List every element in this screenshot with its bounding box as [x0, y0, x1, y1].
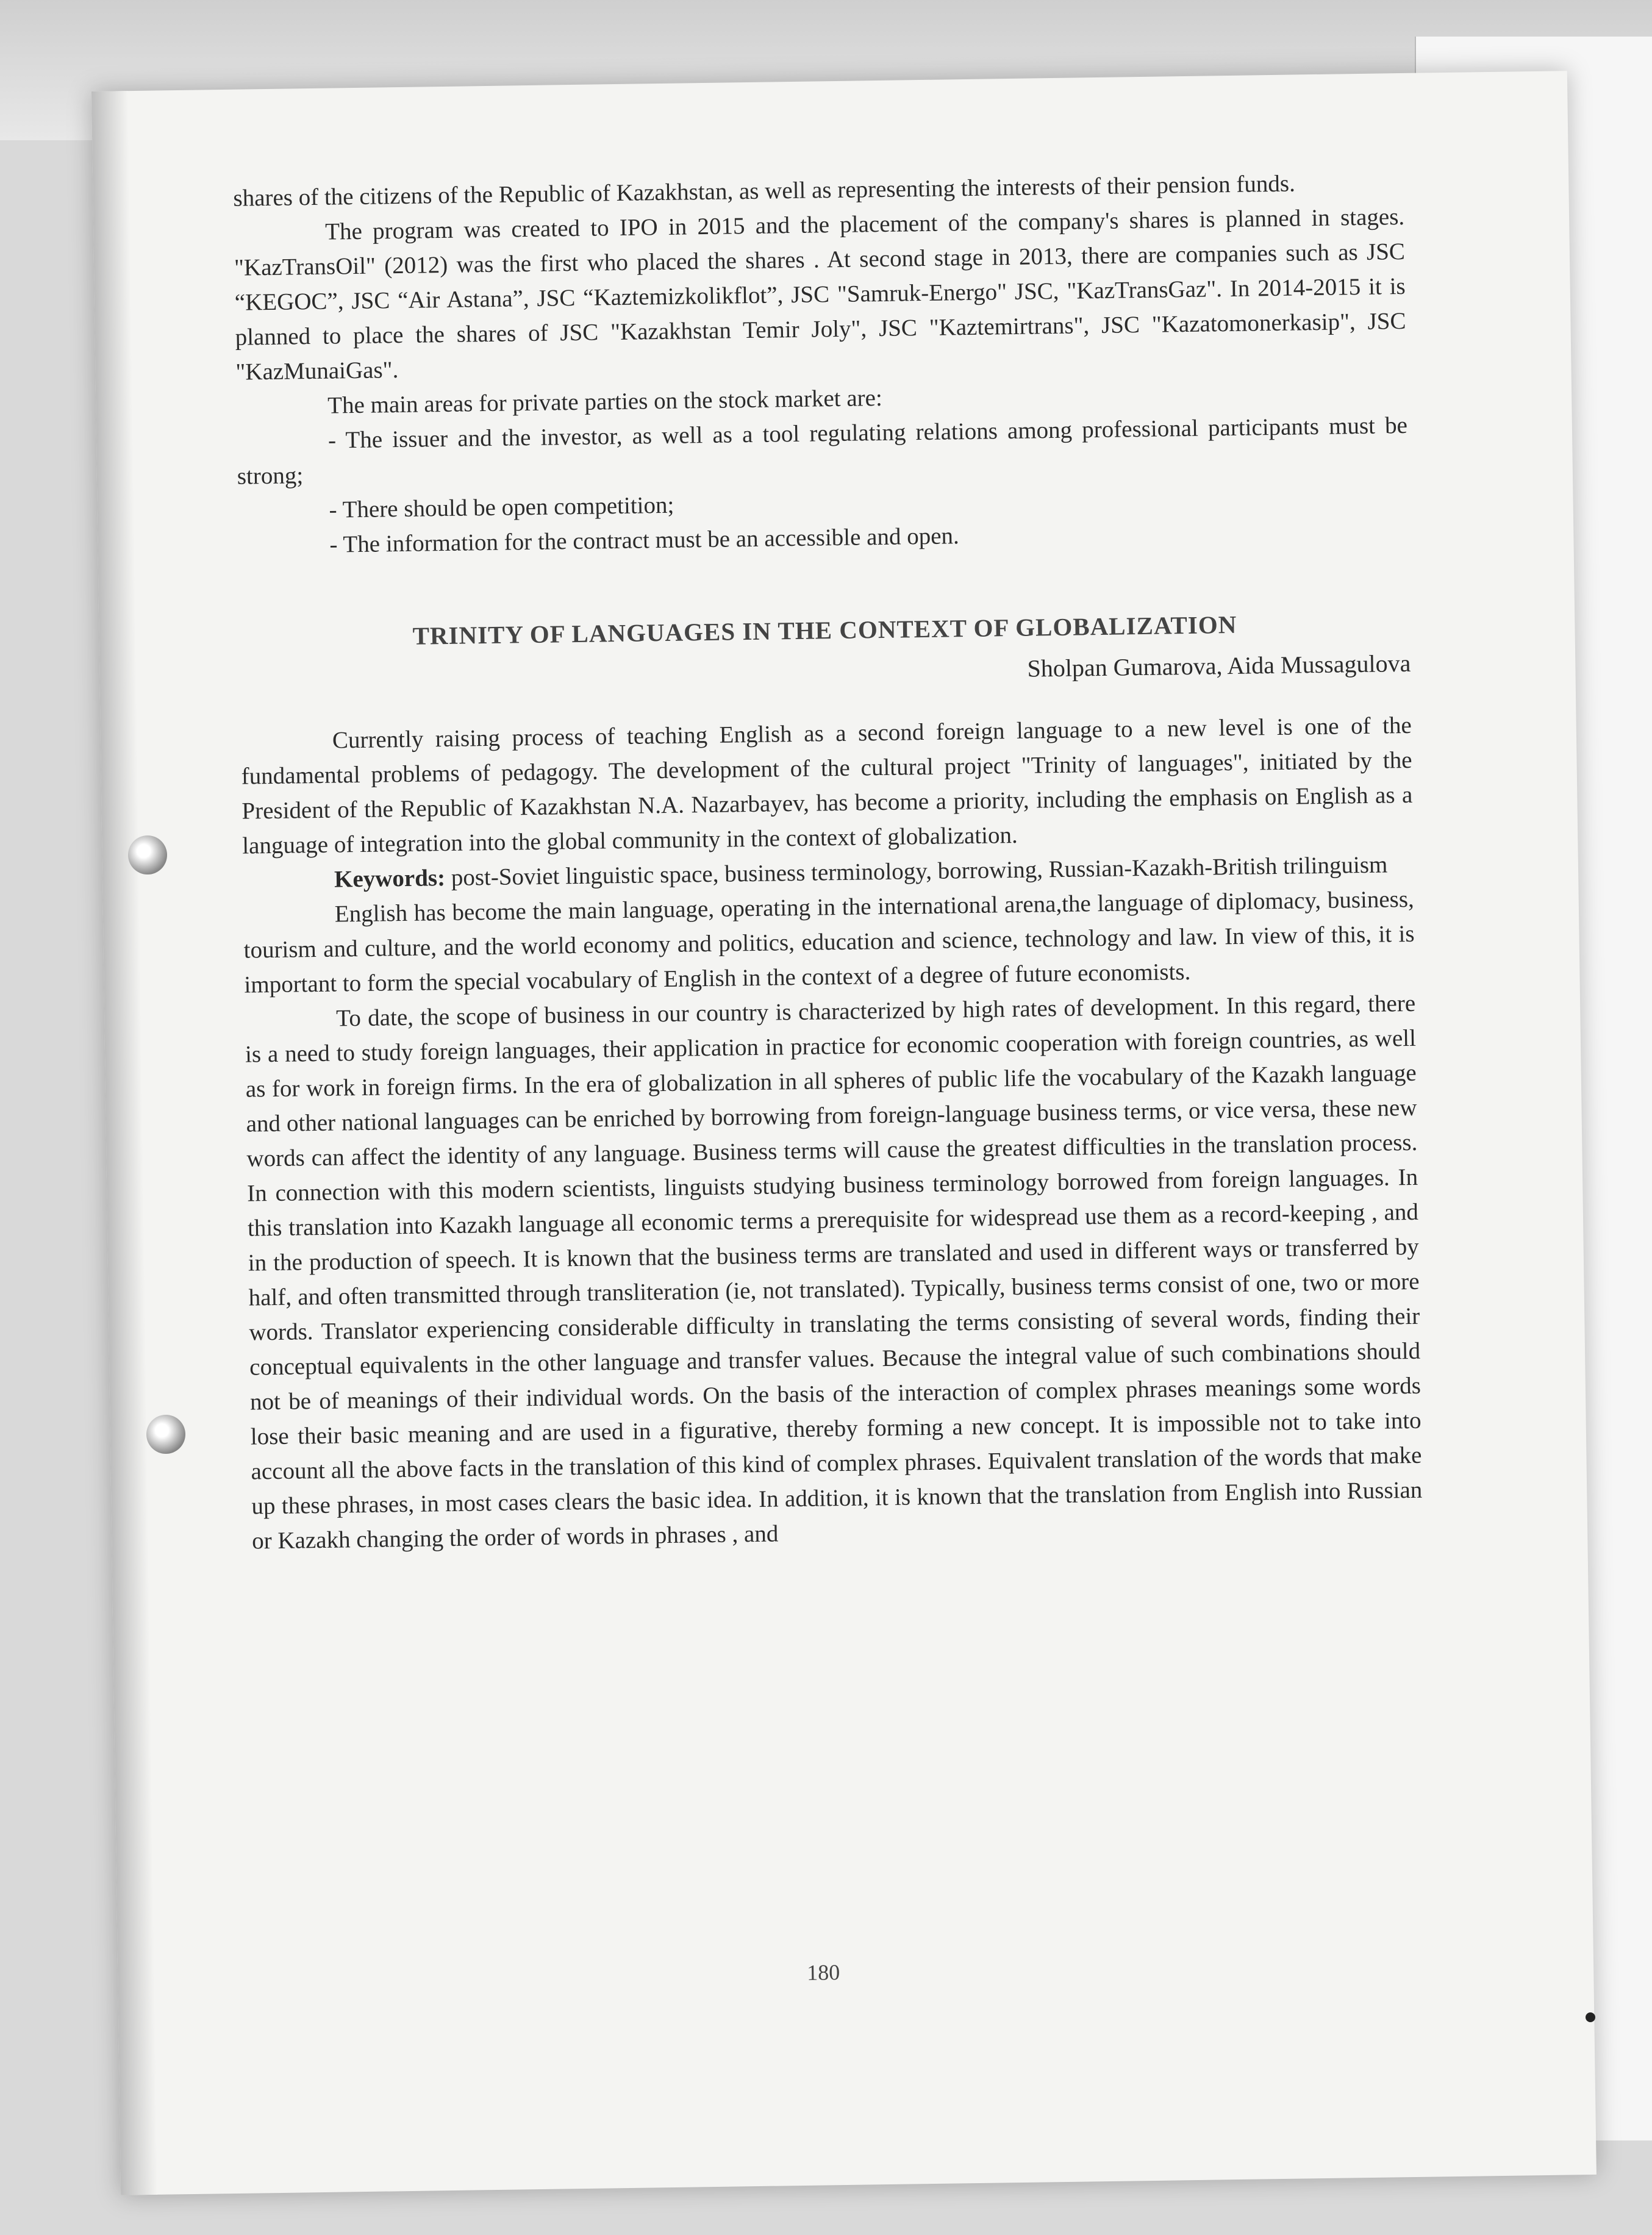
book-page — [91, 71, 1597, 2195]
intro-line: shares of the citizens of the Republic of Kazakhstan, as well as representing the interests of their pension funds. — [233, 170, 1296, 212]
article-authors: Sholpan Gumarova, Aida Mussagulova — [1027, 649, 1411, 682]
body-paragraph: To date, the scope of business in our country is characterized by high rates of development. In this regard, there is a need to study foreign languages, their application in practice for economic cooperation with foreign countries, as well as for work in foreign firms. In the era of globalization in all spheres of public life the vocabulary of the Kazakh language and other national languages can be enriched by borrowing from foreign-language business terms, or vice versa, these new words can affect the identity of any language. Business terms will cause the greatest difficulties in the translation process. In connection with this modern scientists, linguists studying business terminology borrowed from foreign languages. In this translation into Kazakh language all economic terms a prerequisite for widespread use them as a record-keeping , and in the production of speech. It is known that the business terms are translated and used in different ways or transferred by half, and often transmitted through transliteration (ie, not translated). Typically, business terms consist of one, two or more words. Translator experiencing considerable difficulty in translating the terms consisting of several words, finding their conceptual equivalents in the other language and transfer values. Because the integral value of such combinations should not be of meanings of their individual words. On the basis of the interaction of complex phrases meanings some words lose their basic meaning and are used in a figurative, thereby forming a new concept. It is impossible not to take into account all the above facts in the translation of this kind of complex phrases. Equivalent translation of the words that make up these phrases, in most cases clears the basic idea. In addition, it is known that the translation from English into Russian or Kazakh changing the order of words in phrases , and — [245, 990, 1423, 1554]
page-number: 180 — [806, 1960, 840, 1985]
article-title: TRINITY OF LANGUAGES IN THE CONTEXT OF GLOBALIZATION — [412, 610, 1237, 650]
abstract: Currently raising process of teaching English as a second foreign language to a new level is one of the fundamental problems of pedagogy. The development of the cultural project "Trinity of languages", initiated by the President of the Republic of Kazakhstan N.A. Nazarbayev, has become a priority, including the emphasis on English as a language of integration into the global community in the context of globalization. — [241, 712, 1413, 859]
area-item: - The information for the contract must be an accessible and open. — [329, 523, 960, 558]
areas-intro: The main areas for private parties on the stock market are: — [327, 384, 883, 419]
area-item: - The issuer and the investor, as well as a tool regulating relations among professional participants must be strong; — [237, 412, 1408, 490]
body-paragraph: English has become the main language, operating in the international arena,the language of diplomacy, business, tourism and culture, and the world economy and politics, education and science, technology and law. In view of this, it is important to form the special vocabulary of English in the context of a degree of future economists. — [243, 885, 1415, 998]
keywords-label: Keywords: — [334, 865, 446, 893]
binder-hole — [146, 1415, 185, 1454]
page-binding-shadow — [91, 91, 157, 2195]
page-content — [233, 165, 1423, 1559]
area-item: - There should be open competition; — [329, 492, 674, 523]
bullet-dot — [1586, 2012, 1595, 2022]
keywords-text: post-Soviet linguistic space, business terminology, borrowing, Russian-Kazakh-British trilinguism — [445, 851, 1388, 892]
intro-paragraph: The program was created to IPO in 2015 and the placement of the company's shares is planned in stages. "KazTransOil" (2012) was the first who placed the shares . At second stage in 2013, there are companies such as JSC “KEGOC”, JSC “Air Astana”, JSC “Kaztemizkolikflot”, JSC "Samruk-Energo" JSC, "KazTransGaz". In 2014-2015 it is planned to place the shares of JSC "Kazakhstan Temir Joly", JSC "Kaztemirtrans", JSC "Kazatomonerkasip", JSC "KazMunaiGas". — [234, 203, 1406, 385]
binder-hole — [128, 835, 167, 874]
